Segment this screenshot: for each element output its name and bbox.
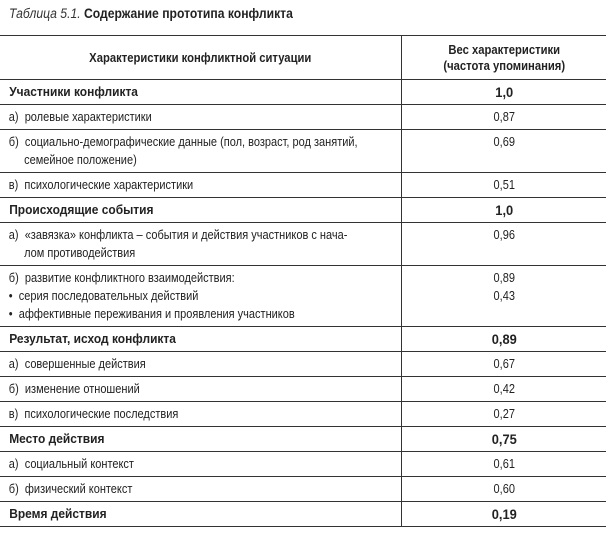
characteristic-text: Участники конфликта (9, 84, 138, 99)
characteristic-text: лом противодействия (8, 246, 136, 260)
characteristic-text: Место действия (9, 431, 105, 446)
characteristic-cell (0, 377, 401, 402)
weight-cell (401, 327, 606, 352)
table-number: Таблица 5.1. (9, 6, 81, 21)
weight-value: 0,27 (493, 407, 515, 421)
characteristic-cell (0, 223, 401, 266)
characteristic-text: в) психологические последствия (8, 407, 179, 421)
characteristic-text: а) ролевые характеристики (8, 110, 152, 124)
characteristic-text: семейное положение) (8, 153, 137, 167)
table-row (0, 105, 606, 130)
table-row (0, 377, 606, 402)
weight-cell (401, 130, 606, 173)
weight-value: 0,60 (493, 482, 515, 496)
characteristic-text: • аффективные переживания и проявления участников (8, 307, 295, 321)
characteristic-cell (0, 173, 401, 198)
weight-cell (401, 377, 606, 402)
section-row (0, 502, 606, 527)
weight-value: 0,69 (493, 135, 515, 149)
characteristic-text: а) «завязка» конфликта – события и действия участников с нача- (8, 228, 348, 242)
weight-value: 0,87 (493, 110, 515, 124)
section-row (0, 80, 606, 105)
header-weight (401, 36, 606, 80)
weight-value: 0,61 (493, 457, 515, 471)
characteristic-text: • серия последовательных действий (8, 289, 199, 303)
table-title: Содержание прототипа конфликта (83, 6, 293, 21)
characteristic-cell (0, 327, 401, 352)
table-row (0, 402, 606, 427)
characteristic-text: б) физический контекст (8, 482, 133, 496)
characteristic-cell (0, 105, 401, 130)
characteristic-cell (0, 80, 401, 105)
weight-value: 0,51 (493, 178, 515, 192)
characteristic-cell (0, 452, 401, 477)
section-row (0, 427, 606, 452)
header-label: Характеристики конфликтной ситуации (89, 50, 312, 65)
header-label: (частота упоминания) (442, 58, 565, 73)
characteristic-cell (0, 477, 401, 502)
characteristic-text: Результат, исход конфликта (9, 331, 176, 346)
table-row (0, 130, 606, 173)
weight-value: 0,96 (493, 228, 515, 242)
weight-cell (401, 352, 606, 377)
weight-cell (401, 198, 606, 223)
weight-cell (401, 502, 606, 527)
characteristic-cell (0, 266, 401, 327)
characteristic-cell (0, 130, 401, 173)
characteristic-text: б) развитие конфликтного взаимодействия: (8, 271, 235, 285)
weight-cell (401, 80, 606, 105)
prototype-table (0, 35, 606, 527)
characteristic-cell (0, 198, 401, 223)
section-row (0, 327, 606, 352)
table-row (0, 266, 606, 327)
weight-cell (401, 477, 606, 502)
weight-value: 0,19 (491, 506, 517, 522)
table-row (0, 452, 606, 477)
characteristic-text: Происходящие события (9, 202, 154, 217)
table-row (0, 477, 606, 502)
characteristic-text: б) изменение отношений (8, 382, 140, 396)
weight-value: 0,89 (493, 271, 515, 285)
weight-cell (401, 427, 606, 452)
header-characteristics (0, 36, 401, 80)
table-row (0, 352, 606, 377)
weight-cell (401, 173, 606, 198)
weight-cell (401, 223, 606, 266)
table-row (0, 223, 606, 266)
weight-value: 0,89 (491, 331, 517, 347)
weight-cell (401, 266, 606, 327)
weight-value: 1,0 (494, 202, 513, 218)
weight-value (414, 305, 594, 323)
characteristic-text: а) совершенные действия (8, 357, 146, 371)
characteristic-cell (0, 352, 401, 377)
section-row (0, 198, 606, 223)
characteristic-cell (0, 427, 401, 452)
weight-cell (401, 452, 606, 477)
characteristic-text: в) психологические характеристики (8, 178, 194, 192)
characteristic-cell (0, 402, 401, 427)
weight-value: 0,42 (493, 382, 515, 396)
characteristic-text: б) социально-демографические данные (пол, возраст, род занятий, (8, 135, 358, 149)
header-label: Вес характеристики (447, 42, 560, 57)
characteristic-text: а) социальный контекст (8, 457, 134, 471)
characteristic-text: Время действия (9, 506, 107, 521)
weight-cell (401, 105, 606, 130)
weight-value: 0,75 (491, 431, 517, 447)
table-caption (9, 6, 293, 21)
table-header (0, 36, 606, 80)
weight-value: 0,43 (493, 289, 515, 303)
table-row (0, 173, 606, 198)
weight-value: 0,67 (493, 357, 515, 371)
weight-cell (401, 402, 606, 427)
characteristic-cell (0, 502, 401, 527)
weight-value: 1,0 (494, 84, 513, 100)
